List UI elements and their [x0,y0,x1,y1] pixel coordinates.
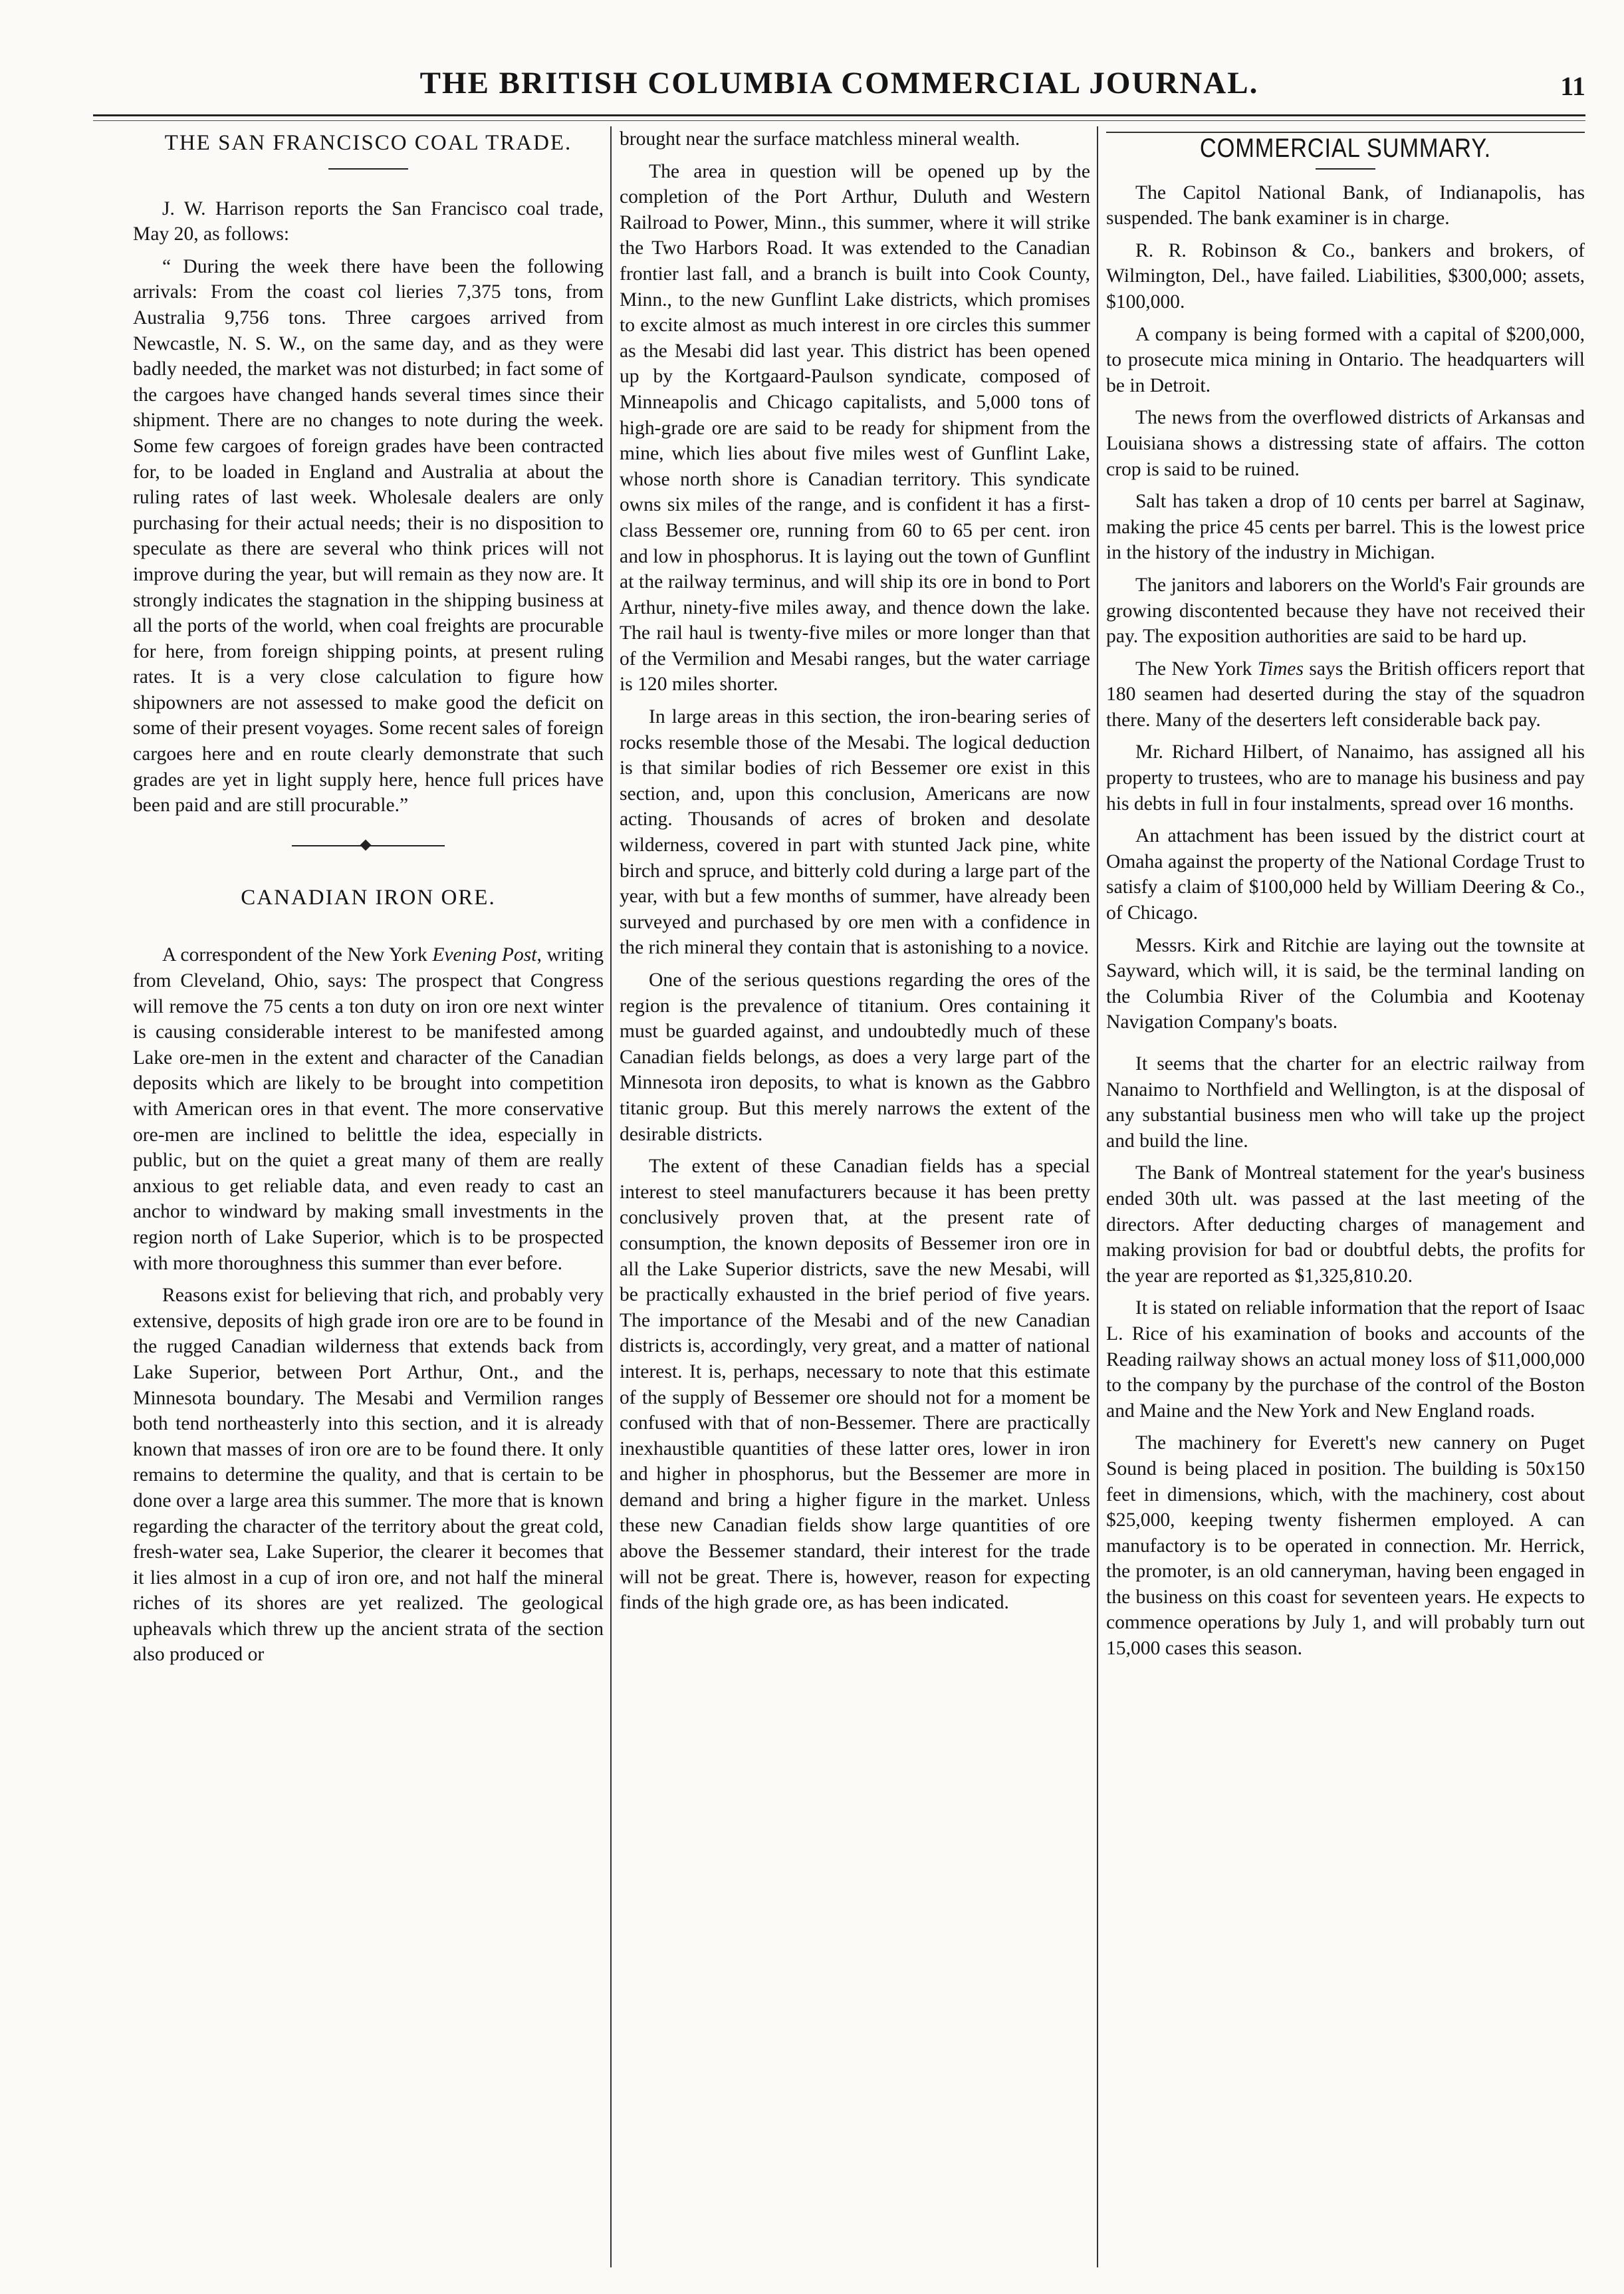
summary-item: The news from the overflowed districts of Arkansas and Louisiana shows a distressing state of affairs. The cotton crop is said to be ruined. [1106,407,1585,480]
summary-item: Messrs. Kirk and Ritchie are laying out the townsite at Sayward, which will, it is said, be the terminal landing on the Columbia River of the Columbia and Kootenay Navigation Company's boats. [1106,934,1585,1033]
section-ornament [292,841,445,850]
journal-title: THE BRITISH COLUMBIA COMMERCIAL JOURNAL. [419,66,1259,100]
title-rule [1316,168,1375,170]
summary-item: Mr. Richard Hilbert, of Nanaimo, has assigned all his property to trustees, who are to manage his business and pay his debts in full in four instalments, spread over 16 months. [1106,741,1585,815]
iron-ore-title: CANADIAN IRON ORE. [241,885,496,910]
column-1 [133,126,604,2267]
summary-item: The machinery for Everett's new cannery on Puget Sound is being placed in position. The building is 50x150 feet in dimensions, which, with the machinery, cost about $25,000, keeping twenty fishermen employed. A can manufactory is to be operated in connection. Mr. Herrick, the promoter, is an old canneryman, having been engaged in the business on this coast for seventeen years. He expects to commence operations by July 1, and will probably turn out 15,000 cases this season. [1106,1432,1585,1660]
iron-paragraph-continued: brought near the surface matchless mineral wealth. [620,128,1020,150]
newspaper-name: Evening Post [432,944,537,966]
iron-paragraph: The area in question will be opened up by the completion of the Port Arthur, Duluth and Western Railroad to Power, Minn., this summer, where it will strike the Two Harbors Road. It was extended to the Canadian frontier last fall, and a branch is built into Cook County, Minn., to the new Gunflint Lake districts, which promises to excite almost as much interest in ore circles this summer as the Mesabi did last year. This district has been opened up by the Kortgaard-Paulson syndicate, composed of Minneapolis and Chicago capitalists, and 5,000 tons of high-grade ore are said to be ready for shipment from the mine, which lies about five miles west of Gunflint Lake, whose north shore is Canadian territory. This syndicate owns six miles of the range, and is confident it has a first-class Bessemer ore, running from 60 to 65 per cent. iron and low in phosphorus. It is laying out the town of Gunflint at the railway terminus, and will ship its ore in bond to Port Arthur, ninety-five miles away, and thence down the lake. The rail haul is twenty-five miles or more longer than that of the Vermilion and Mesabi ranges, but the water carriage is 120 miles shorter. [620,160,1090,696]
title-rule [328,168,408,170]
iron-paragraph: The extent of these Canadian fields has a special interest to steel manufacturers because it has been pretty conclusively proven that, at the present rate of consumption, the known deposits of Bessemer iron ore in all the Lake Superior districts, save the new Mesabi, will be practically exhausted in the brief period of five years. The importance of the Mesabi and of the new Canadian districts is, accordingly, very great, and a matter of national interest. It is, perhaps, necessary to note that this estimate of the supply of Bessemer ore should not for a moment be confused with that of non-Bessemer. There are practically inexhaustible quantities of these latter ores, lower in iron and higher in phosphorus, but the Bessemer are more in demand and bring a higher figure in the market. Unless these new Canadian fields show large quantities of ore above the Bessemer standard, their interest for the trade will not be great. There is, however, reason for expecting finds of the high grade ore, as has been indicated. [620,1156,1090,1614]
running-head [93,65,1585,112]
summary-item: An attachment has been issued by the district court at Omaha against the property of the National Cordage Trust to satisfy a claim of $100,000 held by William Deering & Co., of Chicago. [1106,825,1585,924]
summary-item: Salt has taken a drop of 10 cents per barrel at Saginaw, making the price 45 cents per barrel. This is the lowest price in the history of the industry in Michigan. [1106,491,1585,564]
summary-item: It is stated on reliable information that the report of Isaac L. Rice of his examination of books and accounts of the Reading railway shows an actual money loss of $11,000,000 to the company by the purchase of the control of the Boston and Maine and the New York and New England roads. [1106,1297,1585,1422]
header-rule [93,114,1585,121]
column-3 [1106,126,1585,2267]
iron-paragraph: One of the serious questions regarding the ores of the region is the prevalence of titanium. Ores containing it must be guarded against, and undoubtedly much of these Canadian fields belongs, as does a very large part of the Minnesota iron deposits, to what is known as the Gabbro titanic group. But this merely narrows the extent of the desirable districts. [620,969,1090,1145]
column-2 [620,126,1090,2267]
summary-item: It seems that the charter for an electric railway from Nanaimo to Northfield and Wellington, is at the disposal of any substantial business men who will take up the project and build the line. [1106,1053,1585,1152]
coal-paragraph: J. W. Harrison reports the San Francisco coal trade, May 20, as follows: [133,197,604,245]
column-divider [1097,126,1098,2267]
iron-paragraph: Reasons exist for believing that rich, and probably very extensive, deposits of high grade iron ore are to be found in the rugged Canadian wilderness that extends back from Lake Superior, between Port Arthur, Ont., and the Minnesota boundary. The Mesabi and Vermilion ranges both tend northeasterly into this section, and it is already known that masses of iron ore are to be found there. It only remains to determine the quality, and that is certain to be done over a large area this summer. The more that is known regarding the character of the territory about the great cold, fresh-water sea, Lake Superior, the clearer it becomes that it lies almost in a cup of iron ore, and not half the mineral riches of its shores are yet realized. The geological upheavals which threw up the ancient strata of the section also produced or [133,1285,604,1666]
commercial-summary-title: COMMERCIAL SUMMARY. [1199,134,1492,163]
newspaper-name: Times [1257,658,1304,680]
summary-item: The Capitol National Bank, of Indianapolis, has suspended. The bank examiner is in charge. [1106,182,1585,229]
summary-item: The janitors and laborers on the World's Fair grounds are growing discontented because they have not received their pay. The exposition authorities are said to be hard up. [1106,574,1585,648]
summary-item: R. R. Robinson & Co., bankers and brokers, of Wilmington, Del., have failed. Liabilities, $300,000; assets, $100,000. [1106,239,1585,313]
iron-paragraph: In large areas in this section, the iron-bearing series of rocks resemble those of the Mesabi. The logical deduction is that similar bodies of rich Bessemer ore exist in this section, and, upon this conclusion, Americans are now acting. Thousands of acres of broken and desolate wilderness, covered in part with stunted Jack pine, white birch and spruce, and bitterly cold during a large part of the year, with but a few months of summer, have already been surveyed and purchased by ore men with a confidence in the rich mineral they contain that is astonishing to a novice. [620,706,1090,959]
coal-paragraph: “ During the week there have been the following arrivals: From the coast col lieries 7,375 tons, from Australia 9,756 tons. Three cargoes arrived from Newcastle, N. S. W., on the same day, and as they were badly needed, the market was not disturbed; in fact some of the cargoes have changed hands several times since their shipment. There are no changes to note during the week. Some few cargoes of foreign grades have been contracted for, to be loaded in England and Australia at about the ruling rates of last week. Wholesale dealers are only purchasing for their actual needs; their is no disposition to speculate as there are several who think prices will not improve during the year, but will remain as they now are. It strongly indicates the stagnation in the shipping business at all the ports of the world, when coal freights are procurable for here, from foreign shipping points, at present ruling rates. It is a very close calculation to figure how shipowners are not assessed to make good the deficit on some of their present voyages. Some recent sales of foreign cargoes here and en route clearly demonstrate that such grades are yet in light supply here, hence full prices have been paid and are still procurable.” [133,255,604,817]
summary-item: The Bank of Montreal statement for the year's business ended 30th ult. was passed at the last meeting of the directors. After deducting charges of management and making provision for bad or doubtful debts, the profits for the year are reported as $1,325,810.20. [1106,1162,1585,1287]
column-divider [610,126,612,2267]
iron-paragraph: A correspondent of the New York Evening Post, writing from Cleveland, Ohio, says: The prospect that Congress will remove the 75 cents a ton duty on iron ore next winter is causing considerable interest to be manifested among Lake ore-men in the extent and character of the Canadian deposits which are likely to be brought into competition with American ores in that event. The more conservative ore-men are inclined to belittle the idea, especially in public, but on the quiet a great many of them are really anxious to get reliable data, and even ready to cast an anchor to windward by making small investments in the region north of Lake Superior, which is to be prospected with more thoroughness this summer than ever before. [133,944,604,1274]
coal-trade-title: THE SAN FRANCISCO COAL TRADE. [164,131,572,155]
summary-item: The New York Times says the British officers report that 180 seamen had deserted during the stay of the squadron there. Many of the deserters left considerable back pay. [1106,658,1585,731]
summary-item: A company is being formed with a capital of $200,000, to prosecute mica mining in Ontario. The headquarters will be in Detroit. [1106,323,1585,396]
page-number: 11 [1560,71,1585,101]
